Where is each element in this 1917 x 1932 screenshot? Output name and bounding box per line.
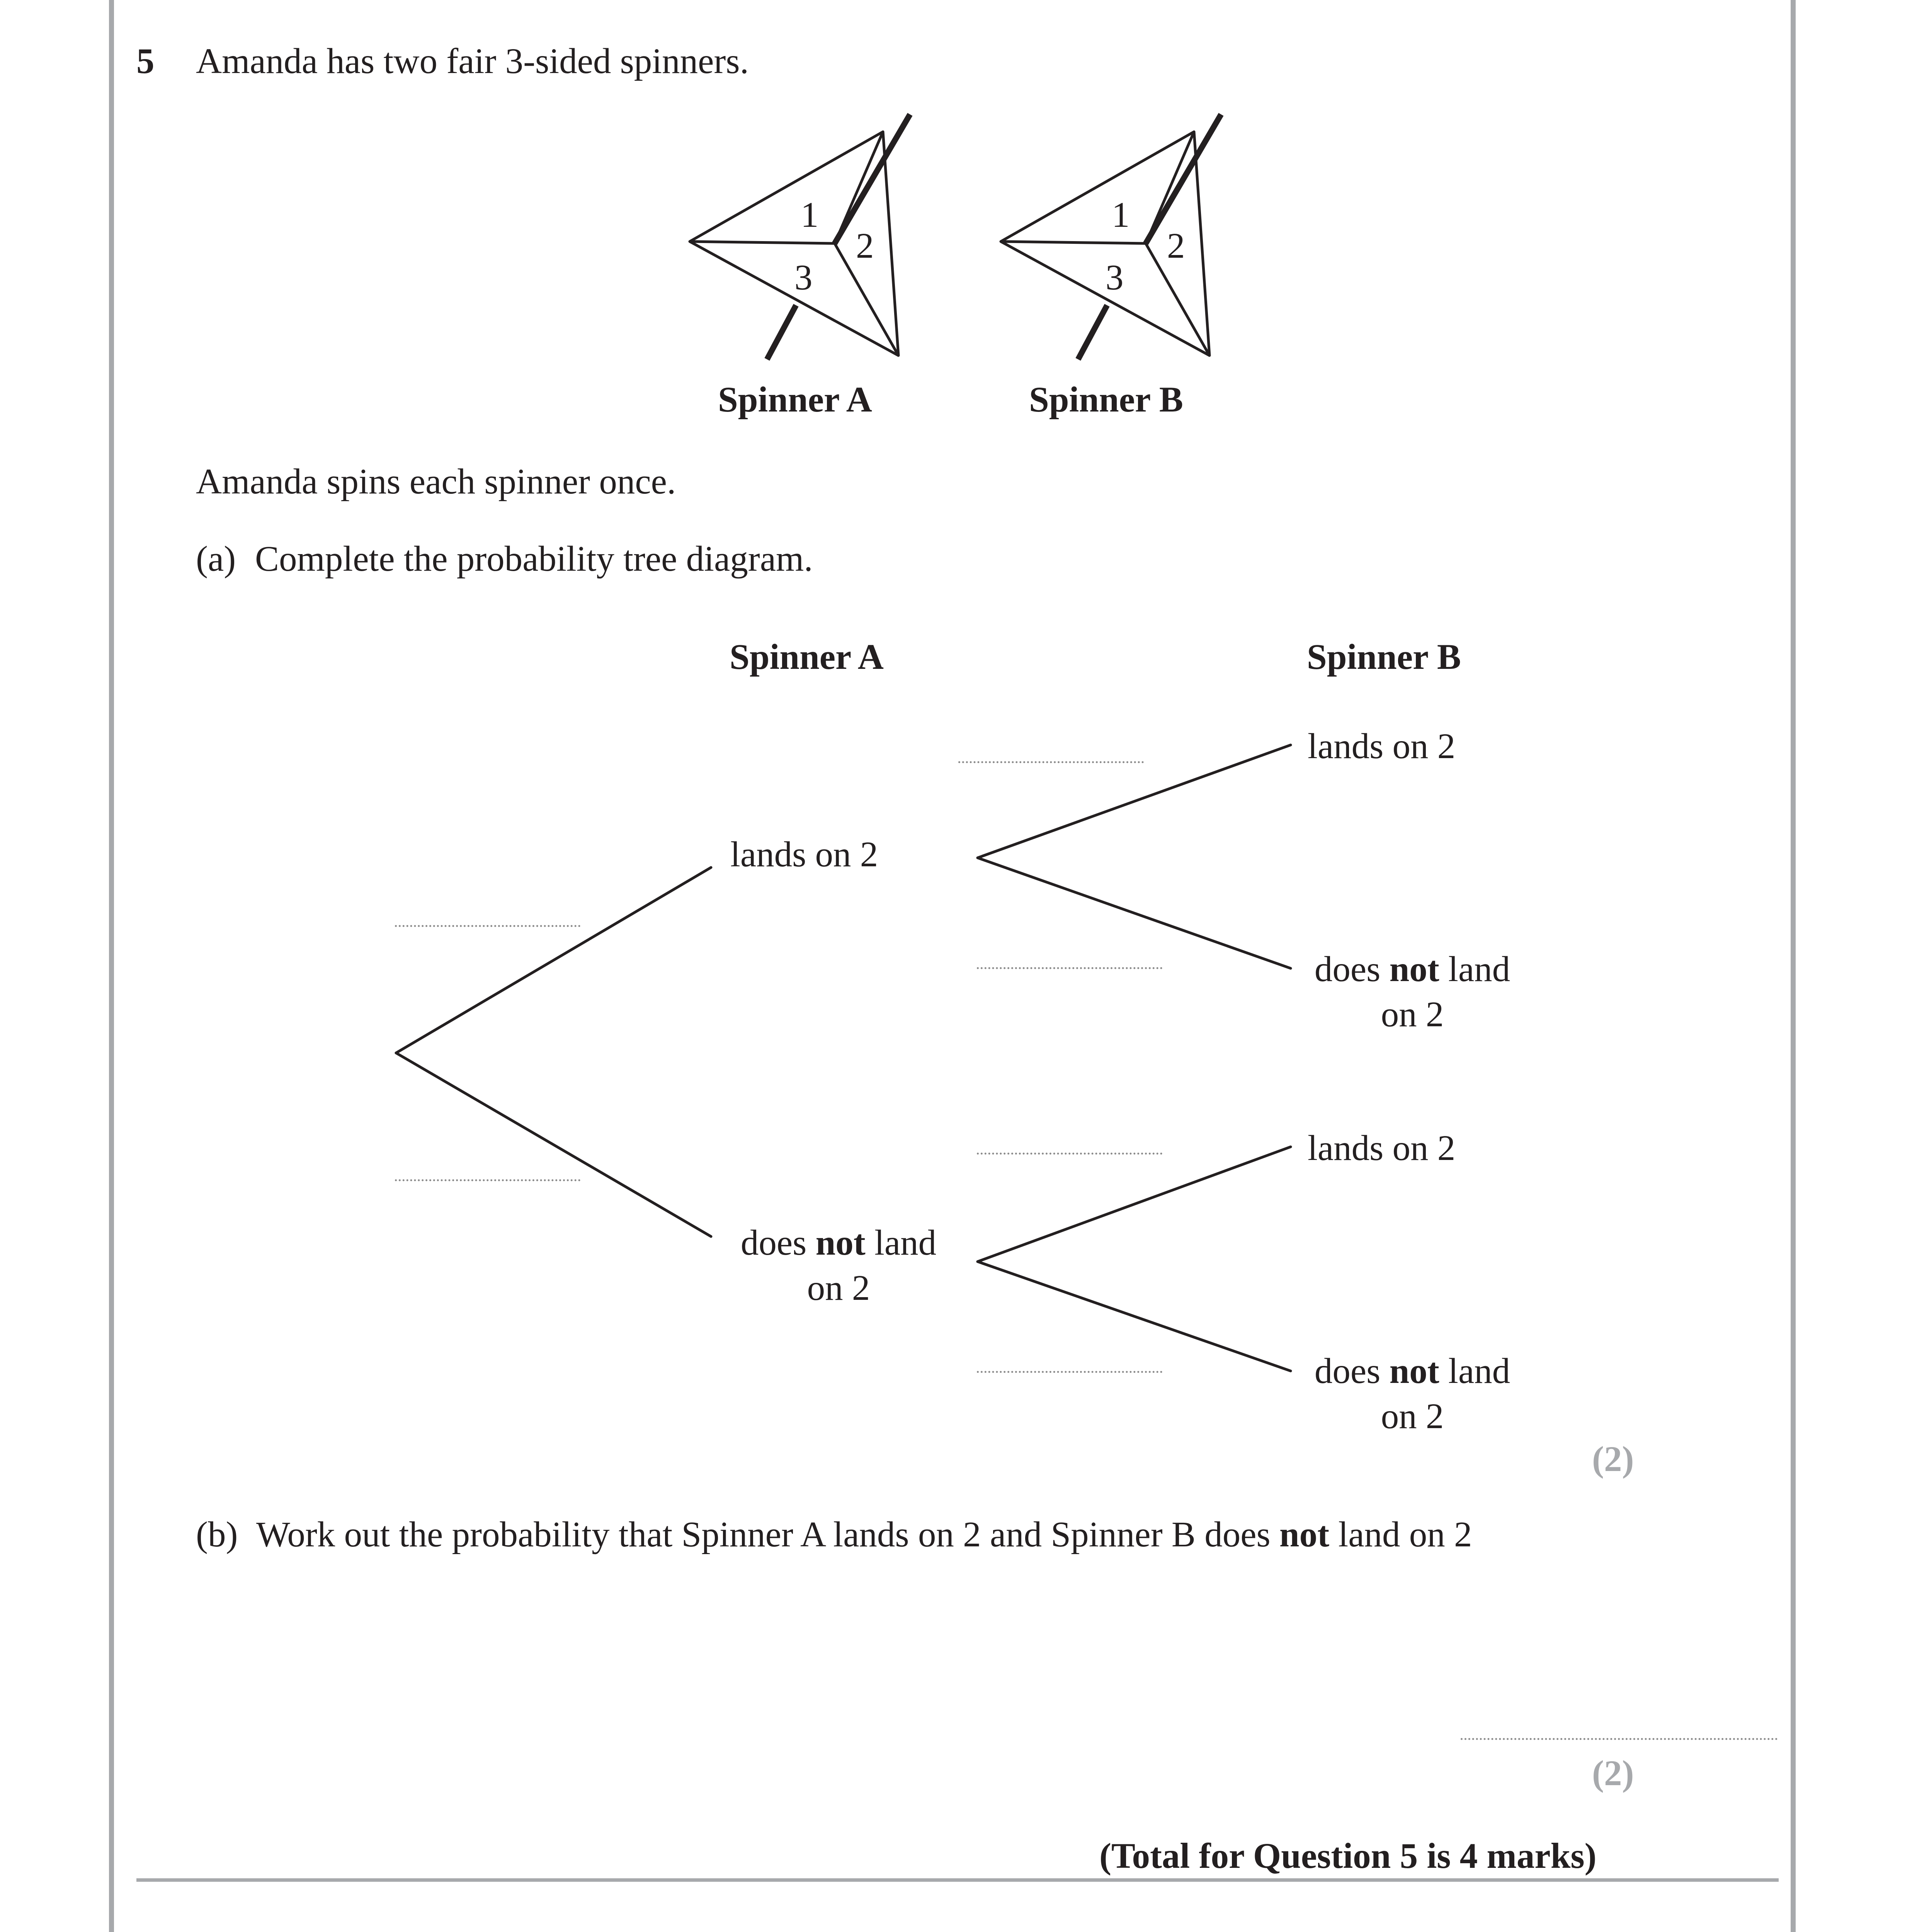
word-not: not [1389, 1351, 1439, 1391]
answer-line-a-lands[interactable] [395, 925, 580, 927]
part-b-marks: (2) [1592, 1753, 1634, 1793]
branch-a-lands [396, 867, 711, 1053]
spinner-b-label: Spinner B [1029, 380, 1183, 420]
branch-b2-lands [978, 1147, 1291, 1262]
spinner-b-section-2: 2 [1167, 226, 1185, 266]
part-b-answer-line[interactable] [1461, 1738, 1778, 1740]
bottom-rule [136, 1878, 1779, 1882]
answer-line-b1-lands[interactable] [958, 761, 1144, 763]
spinner-a-section-2: 2 [856, 226, 874, 266]
tree-header-spinner-a: Spinner A [730, 637, 884, 677]
outcome-b2-does-not-land [1304, 1349, 1521, 1439]
word-not: not [815, 1223, 866, 1263]
outcome-b2-lands-on-2: lands on 2 [1308, 1128, 1456, 1168]
word-land: land [1448, 949, 1510, 989]
part-b-text-after: land on 2 [1338, 1515, 1472, 1554]
word-land: land [1448, 1351, 1510, 1391]
answer-line-b1-not[interactable] [977, 967, 1162, 969]
branch-b2-not [978, 1262, 1291, 1371]
part-a-marks: (2) [1592, 1439, 1634, 1479]
spinner-a-section-1: 1 [801, 195, 819, 235]
word-not: not [1389, 949, 1439, 989]
spinner-a-label: Spinner A [718, 380, 872, 420]
word-on-2: on 2 [1381, 1396, 1444, 1436]
word-does: does [1314, 949, 1381, 989]
branch-b1-not [978, 858, 1291, 968]
part-b-not: not [1279, 1515, 1330, 1554]
question-intro: Amanda has two fair 3-sided spinners. [196, 41, 749, 81]
word-on-2: on 2 [807, 1268, 870, 1308]
word-does: does [1314, 1351, 1381, 1391]
outcome-a-lands-on-2: lands on 2 [730, 835, 878, 874]
spins-text: Amanda spins each spinner once. [196, 462, 676, 502]
outcome-b1-does-not-land [1304, 947, 1521, 1037]
word-does: does [740, 1223, 807, 1263]
answer-line-b2-not[interactable] [977, 1371, 1162, 1373]
word-on-2: on 2 [1381, 995, 1444, 1034]
spinner-b-section-3: 3 [1106, 258, 1124, 298]
question-number: 5 [136, 41, 155, 81]
outcome-a-does-not-land [730, 1220, 947, 1311]
answer-line-b2-lands[interactable] [977, 1153, 1162, 1155]
part-a-label: (a) [196, 539, 236, 579]
part-b-text [256, 1517, 1472, 1553]
spinner-a-section-3: 3 [794, 258, 813, 298]
answer-line-a-not[interactable] [395, 1179, 580, 1181]
part-a-text: Complete the probability tree diagram. [255, 539, 813, 579]
part-b-label: (b) [196, 1515, 238, 1554]
word-land: land [874, 1223, 937, 1263]
spinner-b-section-1: 1 [1112, 195, 1130, 235]
outcome-b1-lands-on-2: lands on 2 [1308, 726, 1456, 766]
tree-header-spinner-b: Spinner B [1307, 637, 1461, 677]
total-marks: (Total for Question 5 is 4 marks) [1099, 1836, 1597, 1876]
branch-a-not [396, 1053, 711, 1236]
part-b-text-before: Work out the probability that Spinner A lands on 2 and Spinner B does [256, 1515, 1271, 1554]
